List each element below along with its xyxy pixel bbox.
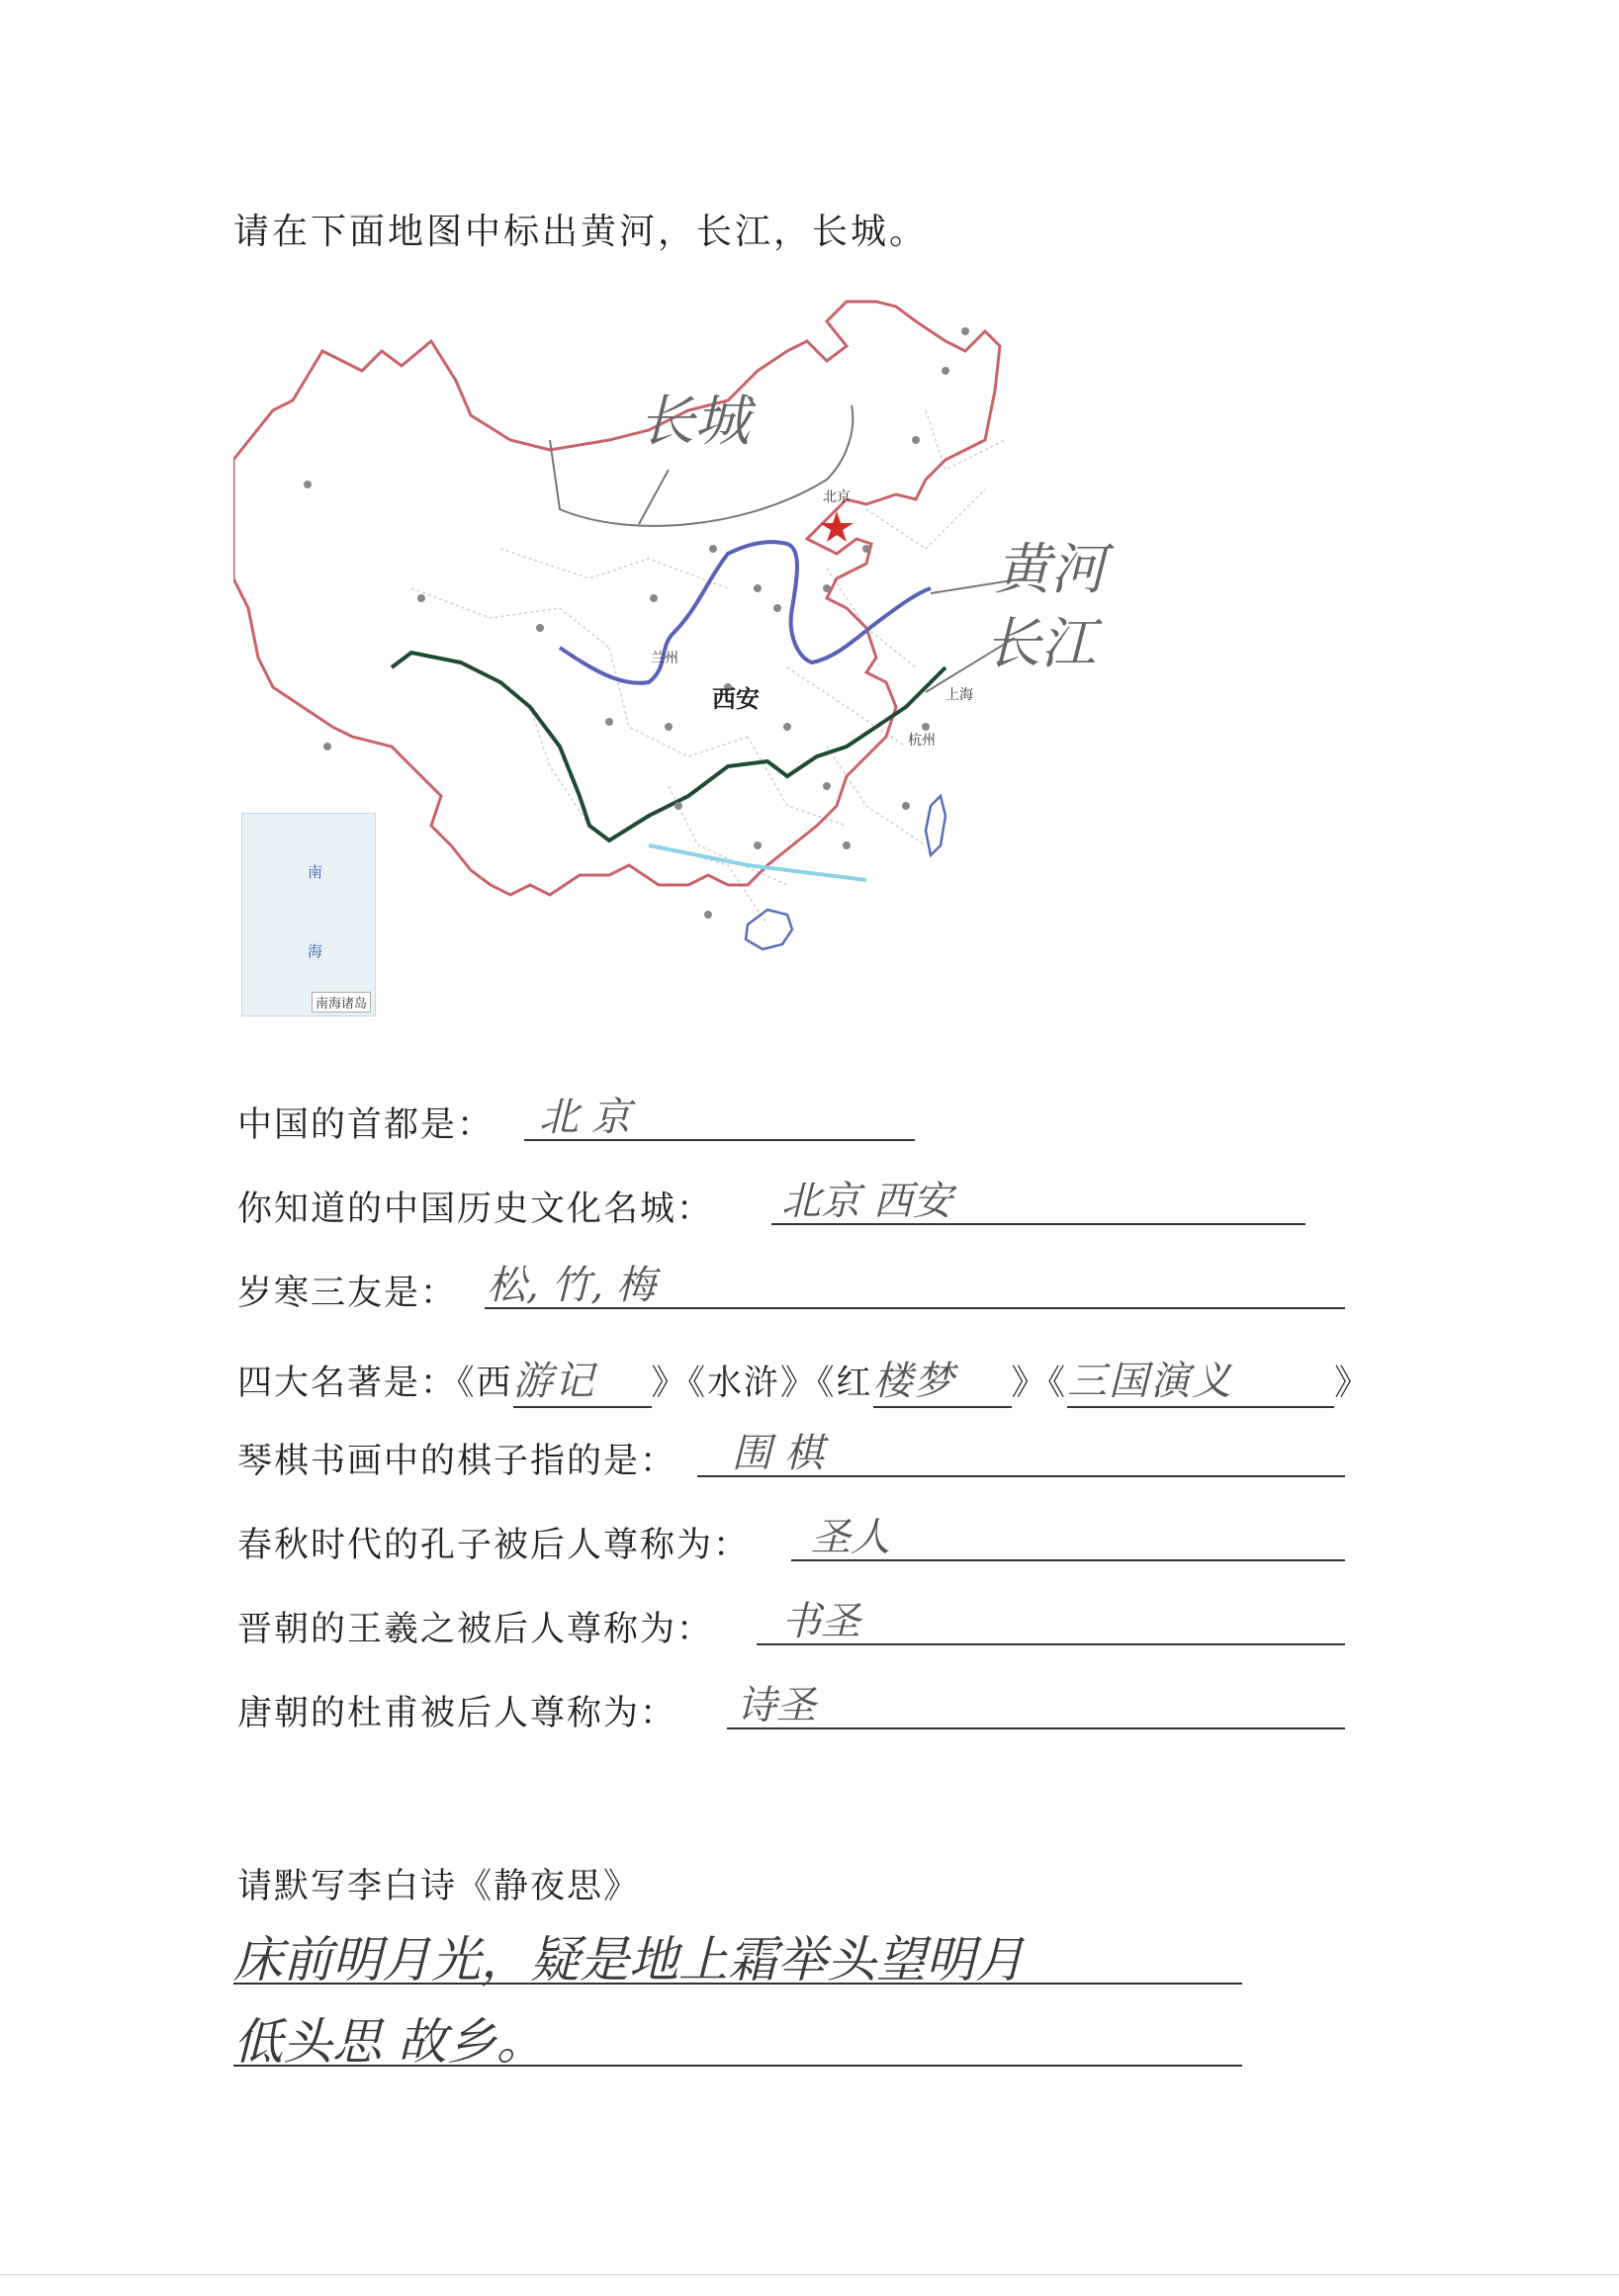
answer-capital: 北 京 bbox=[539, 1095, 631, 1140]
question-prompt: 唐朝的杜甫被后人尊称为： bbox=[237, 1694, 677, 1733]
answer-red-chamber: 楼梦 bbox=[873, 1350, 1012, 1408]
capital-star-icon bbox=[820, 511, 854, 542]
label-hangzhou: 杭州 bbox=[908, 733, 936, 749]
question-prompt: 岁寒三友是： bbox=[237, 1274, 458, 1313]
question-historic-cities bbox=[237, 1182, 713, 1231]
question-three-friends bbox=[237, 1266, 457, 1315]
page-bottom-edge bbox=[0, 2274, 1619, 2275]
taiwan-island bbox=[926, 796, 945, 855]
south-china-sea-inset bbox=[241, 813, 376, 1016]
question-prompt: 琴棋书画中的棋子指的是： bbox=[237, 1442, 677, 1481]
question-prompt: 中国的首都是： bbox=[237, 1105, 495, 1145]
province-boundaries bbox=[411, 410, 1005, 925]
label-xian: 西安 bbox=[712, 685, 760, 713]
handwritten-great-wall: 长城 bbox=[639, 390, 750, 454]
classics-b4-close: 》 bbox=[1334, 1364, 1372, 1403]
classics-prefix: 四大名著是： bbox=[237, 1364, 458, 1403]
question-wang-xizhi bbox=[237, 1602, 713, 1651]
inset-caption: 南海诸岛 bbox=[312, 992, 371, 1013]
answer-line bbox=[727, 1727, 1345, 1729]
inset-sea-label-2: 海 bbox=[308, 942, 323, 960]
question-chess bbox=[237, 1434, 676, 1483]
poem-line-1: 床前明月光，疑是地上霜举头望明月 bbox=[233, 1931, 1025, 1988]
question-four-classics bbox=[237, 1350, 1372, 1404]
inset-sea-label-1: 南 bbox=[308, 863, 323, 881]
city-dots bbox=[304, 327, 969, 919]
handwritten-yellow-river: 黄河 bbox=[995, 538, 1106, 602]
classics-b3-close-b4-open: 》《 bbox=[1011, 1364, 1068, 1403]
china-border bbox=[233, 302, 1000, 895]
question-prompt: 春秋时代的孔子被后人尊称为： bbox=[237, 1526, 751, 1565]
handwritten-yangtze: 长江 bbox=[985, 612, 1096, 676]
great-wall-pointer bbox=[639, 470, 669, 524]
answer-three-friends: 松, 竹, 梅 bbox=[487, 1263, 656, 1308]
label-lanzhou: 兰州 bbox=[651, 651, 678, 666]
answer-historic-cities: 北京 西安 bbox=[781, 1179, 952, 1224]
hainan-island bbox=[746, 910, 792, 949]
question-confucius bbox=[237, 1518, 750, 1567]
answer-wang-xizhi: 书圣 bbox=[781, 1599, 860, 1644]
poem-title: 请默写李白诗《静夜思》 bbox=[237, 1867, 641, 1906]
answer-chess: 围 棋 bbox=[732, 1431, 824, 1476]
question-du-fu bbox=[237, 1686, 676, 1735]
classics-b1-open: 《西 bbox=[457, 1364, 513, 1403]
answer-confucius: 圣人 bbox=[811, 1515, 890, 1560]
answer-three-kingdoms: 三国演义 bbox=[1067, 1350, 1334, 1408]
question-capital bbox=[237, 1098, 494, 1147]
label-beijing: 北京 bbox=[823, 489, 851, 505]
classics-b1-close-b2: 》《水浒》《红 bbox=[651, 1364, 873, 1403]
question-prompt: 你知道的中国历史文化名城： bbox=[237, 1190, 714, 1229]
label-shanghai: 上海 bbox=[945, 687, 973, 703]
answer-du-fu: 诗圣 bbox=[737, 1683, 816, 1728]
poem-line-2: 低头思 故乡。 bbox=[233, 2013, 546, 2071]
answer-journey-west: 游记 bbox=[513, 1350, 652, 1408]
question-prompt: 晋朝的王羲之被后人尊称为： bbox=[237, 1610, 714, 1649]
map-instruction: 请在下面地图中标出黄河，长江，长城。 bbox=[233, 212, 929, 252]
